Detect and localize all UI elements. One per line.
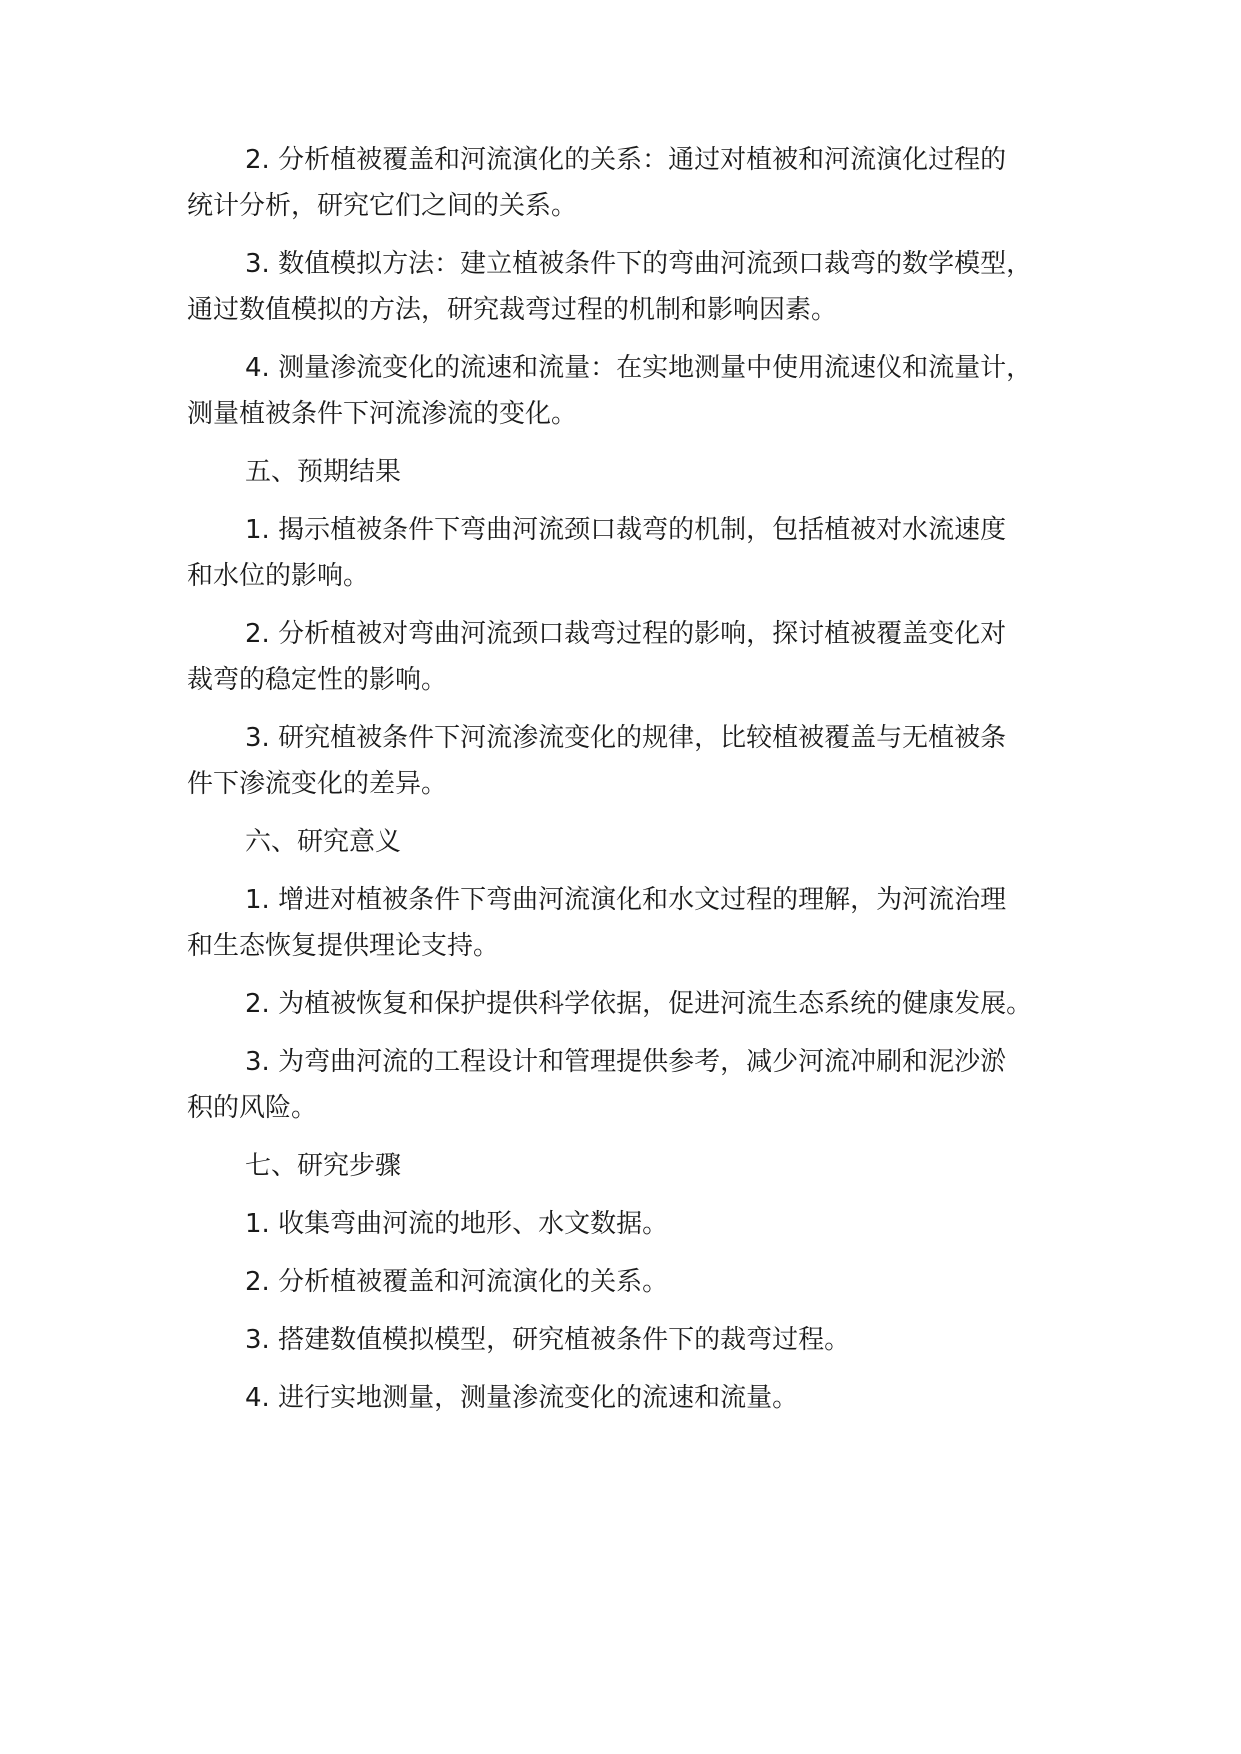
text-line: 统计分析，研究它们之间的关系。 [187, 191, 578, 221]
text-line: 积的风险。 [187, 1093, 318, 1123]
text-line: 3. 数值模拟方法：建立植被条件下的弯曲河流颈口裁弯的数学模型， [245, 249, 1033, 279]
paragraph-step-1 [187, 1201, 1077, 1247]
paragraph-result-2 [187, 611, 1077, 703]
text-line: 4. 测量渗流变化的流速和流量：在实地测量中使用流速仪和流量计， [245, 353, 1033, 383]
text-line: 1. 增进对植被条件下弯曲河流演化和水文过程的理解，为河流治理 [245, 885, 1007, 915]
text-line: 3. 为弯曲河流的工程设计和管理提供参考，减少河流冲刷和泥沙淤 [245, 1047, 1007, 1077]
text-line: 五、预期结果 [245, 457, 402, 487]
text-line: 2. 分析植被覆盖和河流演化的关系：通过对植被和河流演化过程的 [245, 145, 1007, 175]
paragraph-step-3 [187, 1317, 1077, 1363]
paragraph-significance-2 [187, 981, 1077, 1027]
paragraph-result-1 [187, 507, 1077, 599]
text-line: 测量植被条件下河流渗流的变化。 [187, 399, 578, 429]
text-line: 2. 分析植被覆盖和河流演化的关系。 [245, 1267, 669, 1297]
section-heading-section-7 [187, 1143, 1077, 1189]
paragraph-method-4 [187, 345, 1077, 437]
text-line: 3. 搭建数值模拟模型，研究植被条件下的裁弯过程。 [245, 1325, 851, 1355]
text-line: 2. 为植被恢复和保护提供科学依据，促进河流生态系统的健康发展。 [245, 989, 1033, 1019]
text-line: 1. 收集弯曲河流的地形、水文数据。 [245, 1209, 669, 1239]
text-line: 4. 进行实地测量，测量渗流变化的流速和流量。 [245, 1383, 799, 1413]
paragraph-step-2 [187, 1259, 1077, 1305]
text-line: 2. 分析植被对弯曲河流颈口裁弯过程的影响，探讨植被覆盖变化对 [245, 619, 1007, 649]
text-line: 3. 研究植被条件下河流渗流变化的规律，比较植被覆盖与无植被条 [245, 723, 1007, 753]
text-line: 和生态恢复提供理论支持。 [187, 931, 500, 961]
paragraph-method-2 [187, 137, 1077, 229]
paragraph-significance-1 [187, 877, 1077, 969]
text-line: 六、研究意义 [245, 827, 402, 857]
paragraph-result-3 [187, 715, 1077, 807]
section-heading-section-5 [187, 449, 1077, 495]
section-heading-section-6 [187, 819, 1077, 865]
text-line: 通过数值模拟的方法，研究裁弯过程的机制和影响因素。 [187, 295, 838, 325]
paragraph-method-3 [187, 241, 1077, 333]
paragraph-significance-3 [187, 1039, 1077, 1131]
text-line: 件下渗流变化的差异。 [187, 769, 448, 799]
text-line: 七、研究步骤 [245, 1151, 402, 1181]
text-line: 裁弯的稳定性的影响。 [187, 665, 448, 695]
text-line: 和水位的影响。 [187, 561, 370, 591]
paragraph-step-4 [187, 1375, 1077, 1421]
text-line: 1. 揭示植被条件下弯曲河流颈口裁弯的机制，包括植被对水流速度 [245, 515, 1007, 545]
